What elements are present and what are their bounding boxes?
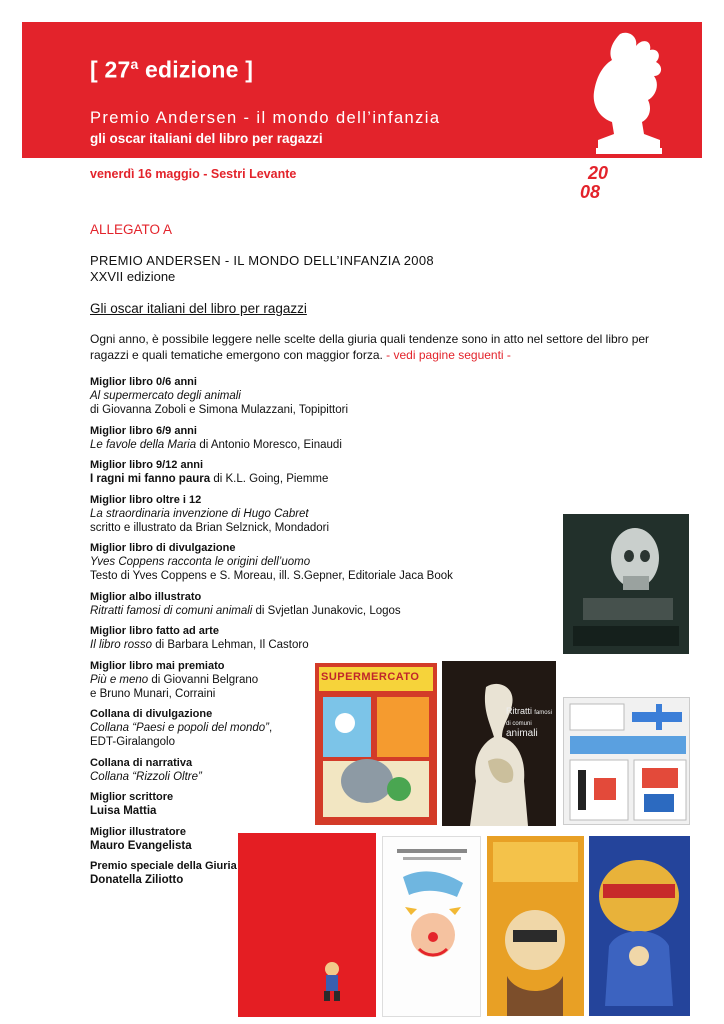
award-item: Collana di narrativa Collana “Rizzoli Oltre” [90,756,202,783]
cover-image-piu-e-meno [563,697,690,825]
cover-image-libro-rosso [238,833,376,1017]
award-item: Premio speciale della Giuria Donatella Ziliotto [90,860,237,886]
award-item: Miglior libro mai premiato Più e meno di Giovanni Belgrano e Bruno Munari, Corraini [90,659,259,700]
award-item: Miglior illustratore Mauro Evangelista [90,825,192,852]
award-item: Miglior libro 9/12 anni I ragni mi fanno paura di K.L. Going, Piemme [90,459,329,485]
prize-tagline: gli oscar italiani del libro per ragazzi [90,131,323,146]
award-item: Collana di divulgazione Collana “Paesi e popoli del mondo”, EDT-Giralangolo [90,708,273,748]
event-date: venerdì 16 maggio - Sestri Levante [90,167,297,181]
award-item: Miglior albo illustrato Ritratti famosi di comuni animali di Svjetlan Junakovic, Logos [90,590,401,617]
year-bottom: 08 [580,182,601,202]
award-item: Miglior libro 6/9 anni Le favole della Maria di Antonio Moresco, Einaudi [90,424,342,451]
section-heading: Gli oscar italiani del libro per ragazzi [90,301,307,316]
cover-image-origini-uomo [563,514,689,654]
award-item: Miglior libro oltre i 12 La straordinaria invenzione di Hugo Cabret scritto e illustrato da Brian Selznick, Mondadori [90,493,330,534]
document-heading: PREMIO ANDERSEN - IL MONDO DELL’INFANZIA 2008 [90,253,434,268]
intro-paragraph: Ogni anno, è possibile leggere nelle scelte della giuria quali tendenze sono in atto nel settore del libro per ragazzi e quali tematiche emergono con maggior forza. - vedi pagine seguenti - [90,332,650,362]
cover-image-evangelista [487,836,584,1016]
award-item: Miglior libro di divulgazione Yves Coppens racconta le origini dell’uomo Testo di Yves Coppens e S. Moreau, ill. S.Gepner, Editoriale Jaca Book [90,542,453,582]
year-top: 20 [588,163,609,183]
award-item: Miglior scrittore Luisa Mattia [90,791,174,817]
allegato-label: ALLEGATO A [90,222,173,237]
andersen-head-logo-icon [578,30,678,158]
intro-link[interactable]: - vedi pagine seguenti - [386,348,511,362]
award-item: Miglior libro 0/6 anni Al supermercato degli animali di Giovanna Zoboli e Simona Mulazzani, Topipittori [90,376,349,416]
cover-image-ziliotto [589,836,690,1016]
edition-heading: XXVII edizione [90,269,176,284]
prize-subtitle: Premio Andersen - il mondo dell’infanzia [90,109,441,127]
cover-image-ritratti-famosi: Ritratti famosi di comuni animali [442,661,556,826]
cover-image-clown [382,836,481,1017]
cover-image-supermercato: SUPERMERCATO [315,663,437,825]
award-item: Miglior libro fatto ad arte Il libro rosso di Barbara Lehman, Il Castoro [90,625,309,651]
edition-title: [ 27$^a$ edizione ] [90,56,254,83]
